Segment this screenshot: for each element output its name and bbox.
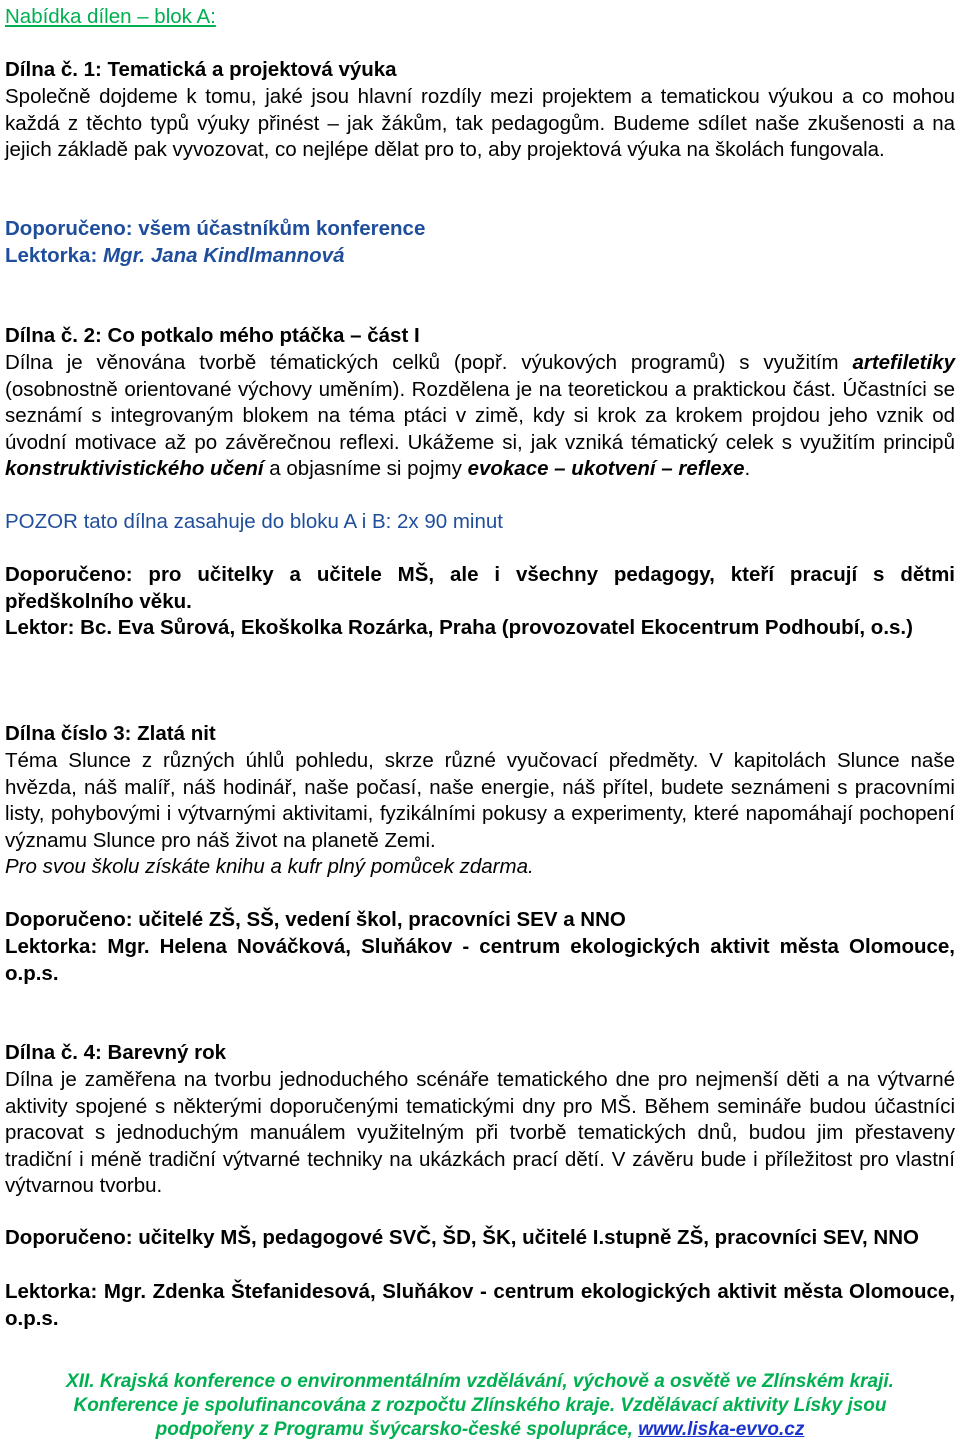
workshop-3-description: Téma Slunce z různých úhlů pohledu, skrze různé vyučovací předměty. V kapitolách Slunce naše hvězda, náš malíř, náš hodinář, naše počasí, naše energie, náš přítel, budete seznámeni s pracovními listy, pohybovými i výtvarnými aktivitami, fyzikálními pokusy a experimenty, které napomáhají pochopení významu Slunce pro náš život na planetě Zemi. — [5, 749, 955, 852]
workshop-3-note: Pro svou školu získáte knihu a kufr plný pomůcek zdarma. — [5, 855, 534, 878]
page-heading: Nabídka dílen – blok A: — [5, 5, 216, 28]
footer-line-1: XII. Krajská konference o environmentálním vzdělávání, výchově a osvětě ve Zlínském kraji. — [66, 1371, 894, 1392]
footer-line-2: Konference je spolufinancována z rozpočtu Zlínského kraje. Vzdělávací aktivity Lísky jsou — [73, 1395, 887, 1416]
workshop-4-title: Dílna č. 4: Barevný rok — [5, 1041, 227, 1064]
footer-line-3-text: podpořeny z Programu švýcarsko-české spolupráce, — [155, 1419, 639, 1440]
footer-line-3 — [0, 1418, 960, 1442]
workshop-1-title: Dílna č. 1: Tematická a projektová výuka — [5, 58, 397, 81]
workshop-3-recommended: Doporučeno: učitelé ZŠ, SŠ, vedení škol, pracovníci SEV a NNO — [5, 908, 626, 931]
workshop-3-lecturer: Lektorka: Mgr. Helena Nováčková, Sluňákov - centrum ekologických aktivit města Olomouce, o.p.s. — [5, 935, 955, 985]
page-footer — [0, 1370, 960, 1442]
description-part-3: a objasníme si pojmy — [263, 457, 468, 480]
workshop-4-recommended: Doporučeno: učitelky MŠ, pedagogové SVČ, ŠD, ŠK, učitelé I.stupně ZŠ, pracovníci SEV, NNO — [5, 1226, 919, 1249]
description-part-2: (osobnostně orientované výchovy uměním). Rozdělena je na teoretickou a praktickou část. Účastníci se seznámí s integrovaným blokem na téma ptáci v zimě, kdy si krok za krokem projdou jeho vznik od úvodní motivace až po závěrečnou reflexi. Ukážeme si, jak vzniká tématický celek s využitím principů — [5, 377, 955, 454]
workshop-4-lecturer: Lektorka: Mgr. Zdenka Štefanidesová, Sluňákov - centrum ekologických aktivit města Olomouce, o.p.s. — [5, 1280, 955, 1330]
lecturer-name: Mgr. Jana Kindlmannová — [102, 244, 345, 267]
workshop-1-lecturer — [5, 243, 955, 270]
website-link[interactable]: www.liska-evvo.cz — [638, 1419, 805, 1440]
workshop-2-notice: POZOR tato dílna zasahuje do bloku A i B: 2x 90 minut — [5, 510, 503, 533]
terms-evokace: evokace – ukotvení – reflexe — [467, 457, 745, 480]
term-constructivism: konstruktivistického učení — [5, 457, 264, 480]
workshop-2-title: Dílna č. 2: Co potkalo mého ptáčka – část I — [5, 324, 420, 347]
workshop-2-description — [5, 350, 955, 483]
workshop-4-description: Dílna je zaměřena na tvorbu jednoduchého scénáře tematického dne pro nejmenší děti a na výtvarné aktivity spojené s některými doporučenými tematickými dny pro MŠ. Během semináře budou účastníci pracovat s jednoduchým manuálem využitelným při tvorbě tematických dnů, budou jim přestaveny tradiční i méně tradiční výtvarné techniky na ukázkách prací dětí. V závěru bude i příležitost pro vlastní výtvarnou tvorbu. — [5, 1068, 955, 1197]
workshop-2-recommended: Doporučeno: pro učitelky a učitele MŠ, ale i všechny pedagogy, kteří pracují s dětmi předškolního věku. — [5, 563, 955, 613]
term-artefiletika: artefiletiky — [852, 351, 955, 374]
workshop-2-lecturer: Lektor: Bc. Eva Sůrová, Ekoškolka Rozárka, Praha (provozovatel Ekocentrum Podhoubí, o.s.) — [5, 616, 913, 639]
workshop-1-description: Společně dojdeme k tomu, jaké jsou hlavní rozdíly mezi projektem a tematickou výukou a co mohou každá z těchto typů výuky přinést – jak žákům, tak pedagogům. Budeme sdílet naše zkušenosti a na jejich základě pak vyvozovat, co nejlépe dělat pro to, aby projektová výuka na školách fungovala. — [5, 85, 955, 161]
lecturer-label: Lektorka: — [5, 244, 103, 267]
workshop-3-title: Dílna číslo 3: Zlatá nit — [5, 722, 216, 745]
workshop-1-recommended: Doporučeno: všem účastníkům konference — [5, 217, 426, 240]
description-end: . — [744, 457, 751, 480]
description-part-1: Dílna je věnována tvorbě tématických celků (popř. výukových programů) s využitím — [5, 351, 853, 374]
